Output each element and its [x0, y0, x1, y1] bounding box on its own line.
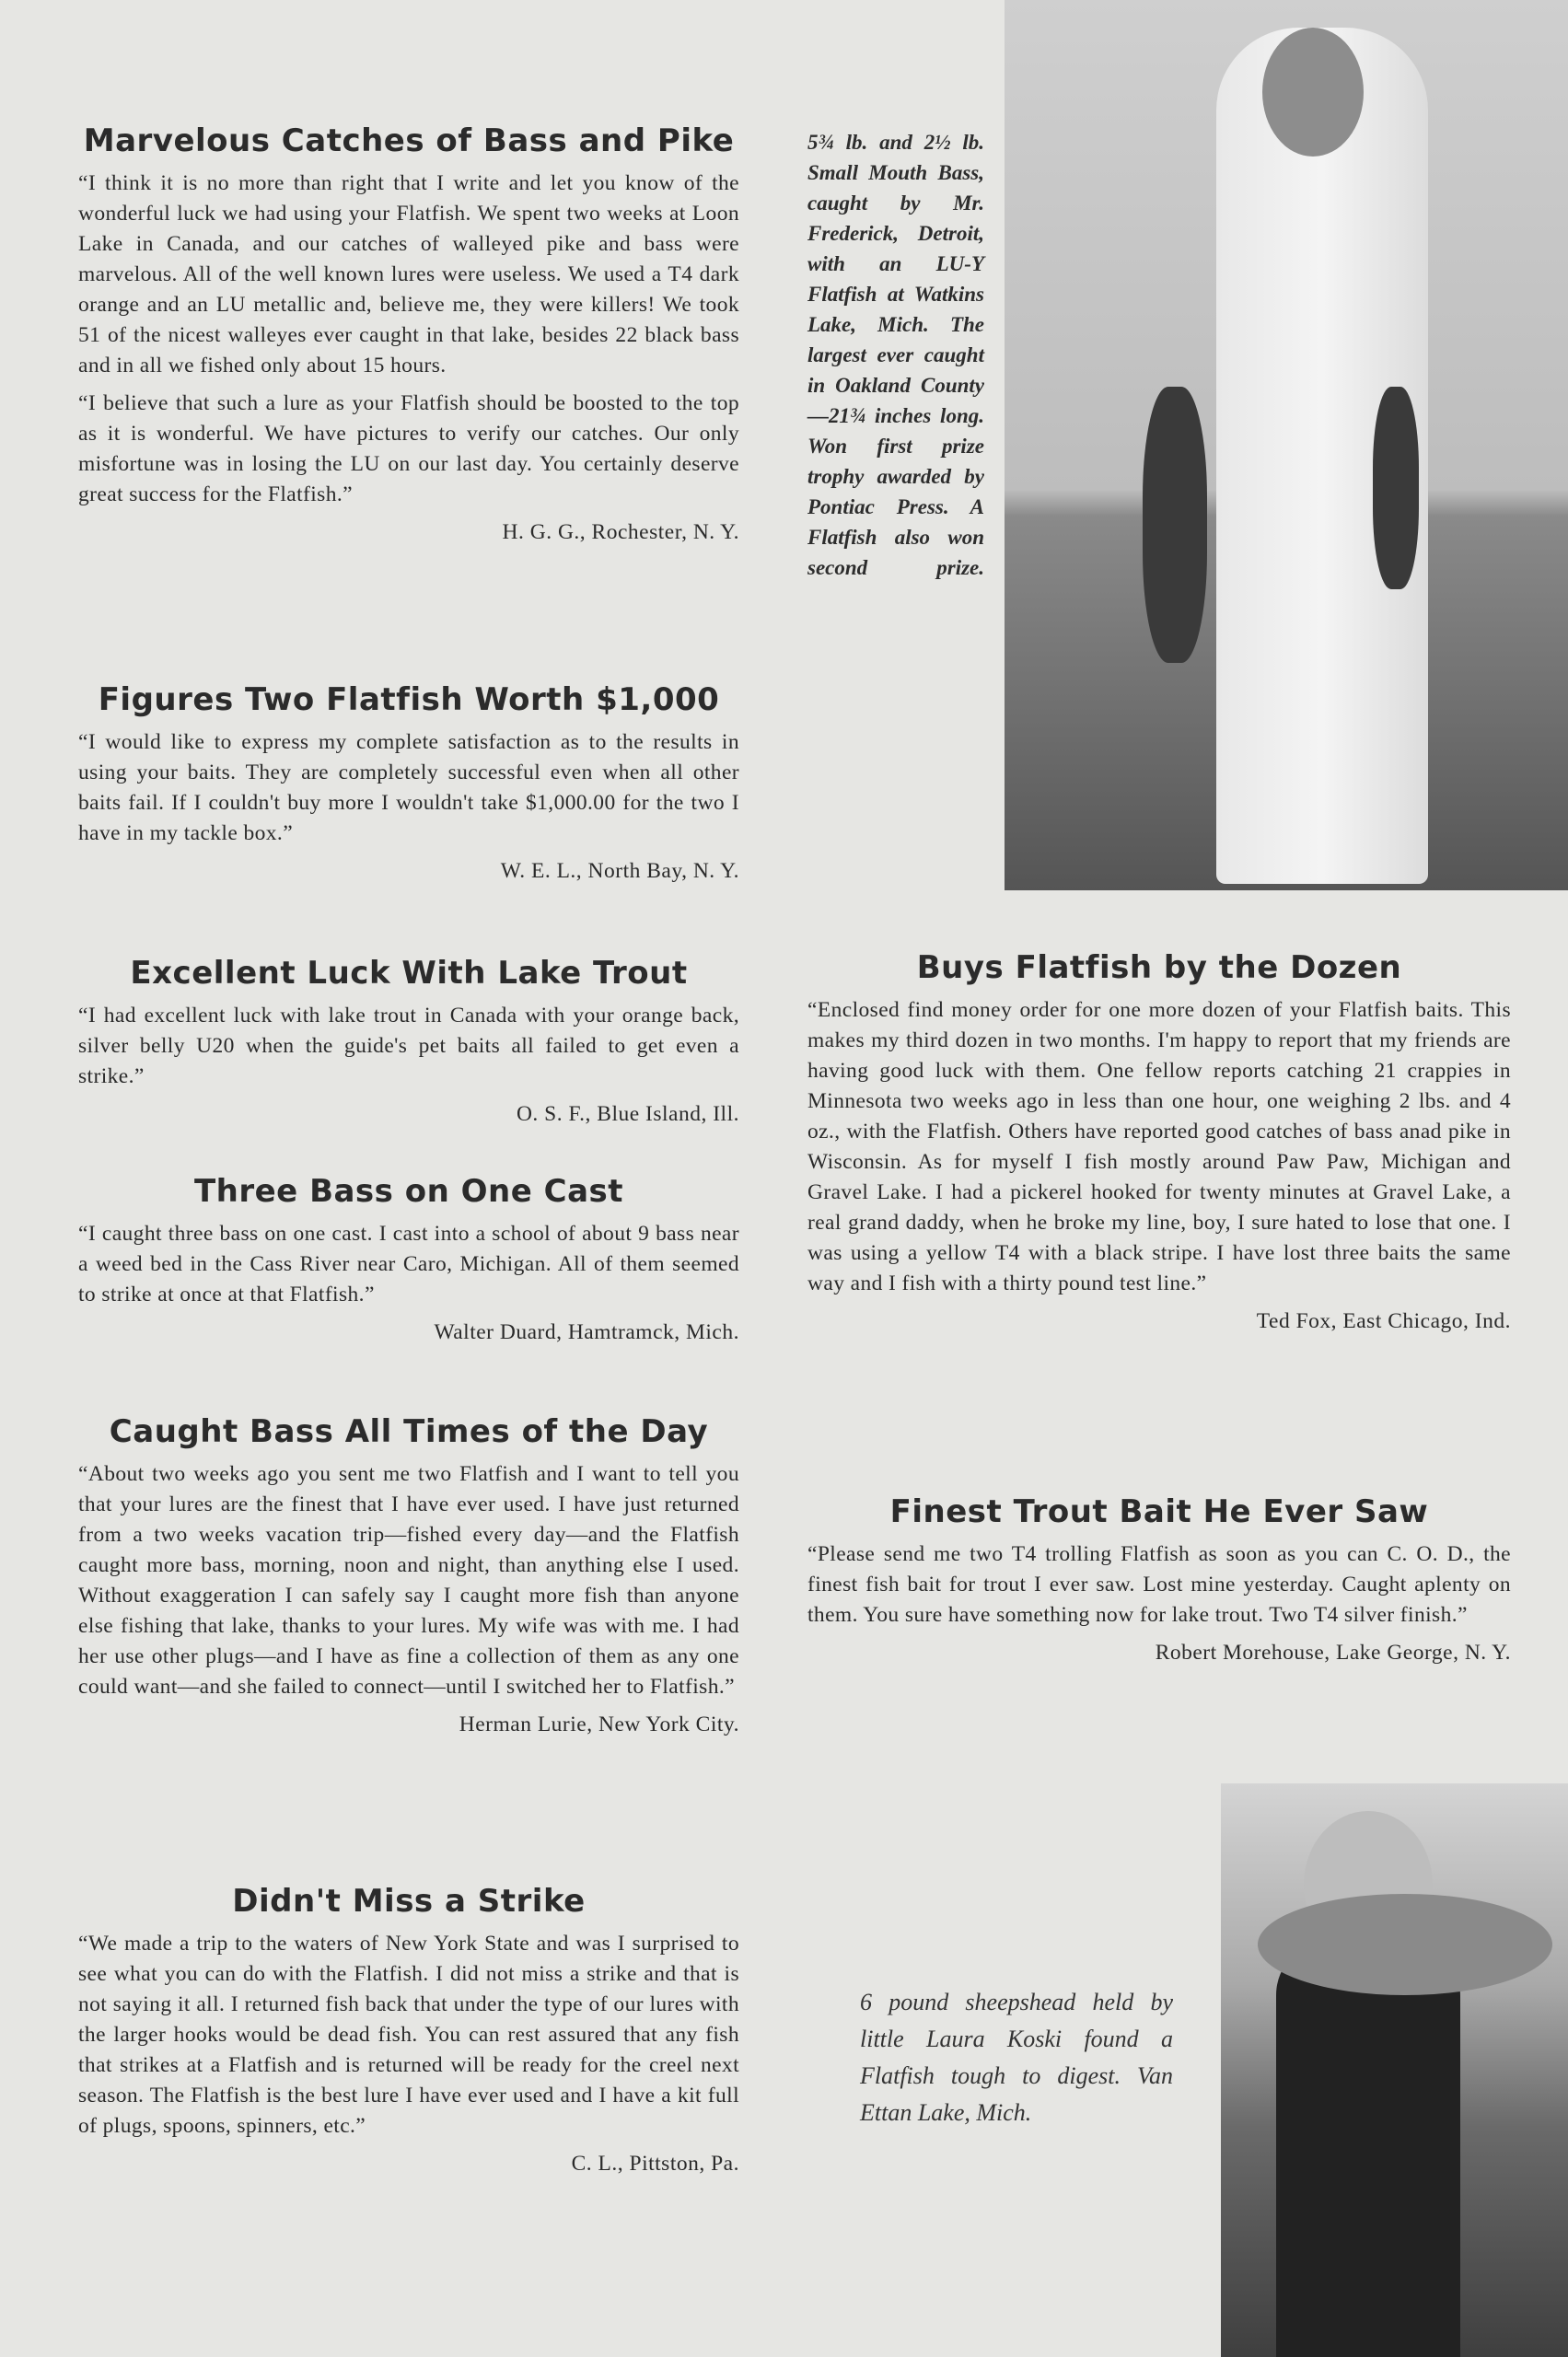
- testimonial-by-the-dozen: [807, 949, 1511, 1337]
- testimonial-text: “I think it is no more than right that I write and let you know of the wonderful luck we had using your Flatfish. We spent two weeks at Loon Lake in Canada, and our catches of walleyed pike and bass were marvelous. All of the well known lures were useless. We used a T4 dark orange and an LU metallic and, believe me, they were killers! We took 51 of the nicest walleyes ever caught in that lake, besides 22 black bass and in all we fished only about 15 hours.: [78, 171, 739, 377]
- section-heading: Caught Bass All Times of the Day: [109, 1413, 709, 1450]
- testimonial-lake-trout: [78, 955, 739, 1130]
- testimonial-text: “About two weeks ago you sent me two Flatfish and I want to tell you that your lures are the finest that I have ever used. I have just returned from a two weeks vacation trip—fished every day—and the Flatfish caught more bass, morning, noon and night, than anything else I used. Without exaggeration I can safely say I caught more fish than anyone else fishing that lake, thanks to your lures. My wife was with me. I had her use other plugs—and I have as fine a collection of them as any one could want—and she failed to connect—until I switched her to Flatfish.”: [78, 1462, 739, 1699]
- section-heading: Excellent Luck With Lake Trout: [130, 955, 688, 992]
- testimonial-signature: H. G. G., Rochester, N. Y.: [502, 520, 739, 544]
- section-heading: Figures Two Flatfish Worth $1,000: [98, 681, 720, 718]
- section-heading: Didn't Miss a Strike: [232, 1883, 586, 1920]
- testimonial-signature: Robert Morehouse, Lake George, N. Y.: [1155, 1641, 1511, 1665]
- bass-fish: [1373, 387, 1419, 589]
- section-heading: Buys Flatfish by the Dozen: [916, 949, 1402, 986]
- testimonial-text: “We made a trip to the waters of New York State and was I surprised to see what you can do with the Flatfish. I did not miss a strike and that is not saying it all. I returned fish back that under the type of our lures with the larger hooks would be dead fish. You can rest assured that any fish that strikes at a Flatfish and is returned will be ready for the creel next season. The Flatfish is the best lure I have ever used and I have a kit full of plugs, spoons, spinners, etc.”: [78, 1932, 739, 2138]
- testimonial-text: “I had excellent luck with lake trout in Canada with your orange back, silver belly U20 when the guide's pet baits all failed to get even a strike.”: [78, 1004, 739, 1088]
- photo-man-with-bass: [1005, 0, 1568, 890]
- man-head: [1262, 28, 1364, 157]
- testimonial-text: “Enclosed find money order for one more dozen of your Flatfish baits. This makes my third dozen in two months. I'm happy to report that my friends are having good luck with them. One fellow reports catching 21 crappies in Minnesota two weeks ago in less than one hour, one weighing 2 lbs. and 4 oz., with the Flatfish. Others have reported good catches of bass anad pike in Wisconsin. As for myself I fish mostly around Paw Paw, Michigan and Gravel Lake. I had a pickerel hooked for twenty minutes at Gravel Lake, a real grand daddy, when he broke my line, boy, I sure hated to lose that one. I was using a yellow T4 with a black stripe. I have lost three baits the same way and I fish with a thirty pound test line.”: [807, 998, 1511, 1295]
- testimonial-signature: O. S. F., Blue Island, Ill.: [516, 1102, 739, 1126]
- testimonial-signature: W. E. L., North Bay, N. Y.: [500, 859, 739, 883]
- sheepshead-fish: [1258, 1894, 1552, 1995]
- testimonial-signature: C. L., Pittston, Pa.: [571, 2152, 739, 2176]
- section-heading: Finest Trout Bait He Ever Saw: [889, 1493, 1429, 1530]
- testimonial-text: “I caught three bass on one cast. I cast into a school of about 9 bass near a weed bed in the Cass River near Caro, Michigan. All of them seemed to strike at once at that Flatfish.”: [78, 1222, 739, 1306]
- testimonial-two-flatfish: [78, 681, 739, 887]
- testimonial-signature: Walter Duard, Hamtramck, Mich.: [434, 1320, 739, 1344]
- testimonial-marvelous-catches: [78, 122, 739, 548]
- testimonial-text: “Please send me two T4 trolling Flatfish as soon as you can C. O. D., the finest fish bait for trout I ever saw. Lost mine yesterday. Caught aplenty on them. You sure have something now for lake trout. Two T4 silver finish.”: [807, 1542, 1511, 1627]
- testimonial-text: “I believe that such a lure as your Flatfish should be boosted to the top as it is wonderful. We have pictures to verify our catches. Our only misfortune was in losing the LU on our last day. You certainly deserve great success for the Flatfish.”: [78, 391, 739, 506]
- testimonial-text: “I would like to express my complete satisfaction as to the results in using your baits. They are completely successful even when all other baits fail. If I couldn't buy more I wouldn't take $1,000.00 for the two I have in my tackle box.”: [78, 730, 739, 845]
- testimonial-signature: Herman Lurie, New York City.: [459, 1713, 739, 1736]
- testimonial-didnt-miss: [78, 1883, 739, 2179]
- testimonial-all-times: [78, 1413, 739, 1740]
- testimonial-three-bass: [78, 1173, 739, 1348]
- top-photo-caption: 5¾ lb. and 2½ lb. Small Mouth Bass, caught by Mr. Frederick, Detroit, with an LU-Y Flatfish at Watkins Lake, Mich. The largest ever caught in Oakland County—21¾ inches long. Won first prize trophy awarded by Pontiac Press. A Flatfish also won second prize.: [807, 131, 984, 579]
- bottom-photo-caption: 6 pound sheepshead held by little Laura Koski found a Flatfish tough to digest. Van Ettan Lake, Mich.: [860, 1989, 1173, 2126]
- section-heading: Marvelous Catches of Bass and Pike: [83, 122, 735, 159]
- testimonial-finest-trout: [807, 1493, 1511, 1668]
- testimonial-signature: Ted Fox, East Chicago, Ind.: [1256, 1309, 1511, 1333]
- photo-girl-with-sheepshead: [1221, 1783, 1568, 2357]
- bass-fish: [1143, 387, 1207, 663]
- girl-figure: [1276, 1940, 1460, 2357]
- section-heading: Three Bass on One Cast: [193, 1173, 624, 1210]
